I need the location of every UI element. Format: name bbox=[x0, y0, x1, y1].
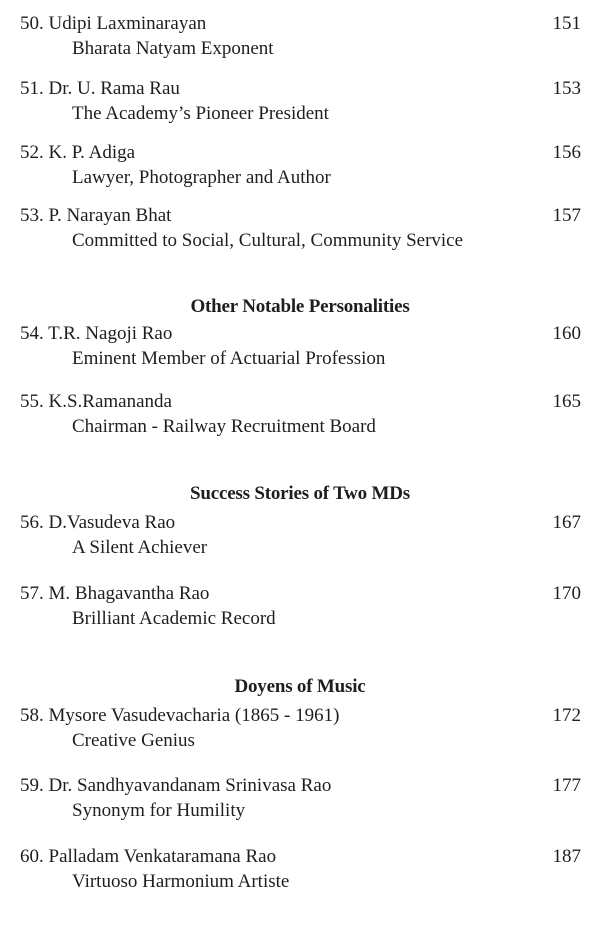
entry-number-title: 52. K. P. Adiga bbox=[20, 142, 136, 163]
entry-number-title: 51. Dr. U. Rama Rau bbox=[20, 78, 180, 99]
section-heading: Success Stories of Two MDs bbox=[190, 483, 410, 504]
entry-subtitle: Lawyer, Photographer and Author bbox=[72, 167, 331, 188]
toc-entry-51 bbox=[0, 78, 600, 130]
entry-number-title: 53. P. Narayan Bhat bbox=[20, 205, 172, 226]
entry-number-title: 54. T.R. Nagoji Rao bbox=[20, 323, 173, 344]
entry-number-title: 57. M. Bhagavantha Rao bbox=[20, 583, 210, 604]
entry-page-number: 165 bbox=[552, 391, 581, 412]
entry-number-title: 55. K.S.Ramananda bbox=[20, 391, 172, 412]
entry-subtitle: Committed to Social, Cultural, Community Service bbox=[72, 230, 464, 251]
entry-page-number: 156 bbox=[552, 142, 581, 163]
toc-entry-55 bbox=[0, 391, 600, 443]
toc-entry-56 bbox=[0, 512, 600, 564]
entry-subtitle: The Academy’s Pioneer President bbox=[72, 103, 329, 124]
toc-entry-54 bbox=[0, 323, 600, 375]
toc-entry-57 bbox=[0, 583, 600, 635]
entry-subtitle: Bharata Natyam Exponent bbox=[72, 38, 274, 59]
entry-number-title: 50. Udipi Laxminarayan bbox=[20, 13, 207, 34]
entry-page-number: 172 bbox=[552, 705, 581, 726]
entry-page-number: 160 bbox=[552, 323, 581, 344]
toc-entry-58 bbox=[0, 705, 600, 757]
section-heading: Other Notable Personalities bbox=[190, 296, 410, 317]
entry-number-title: 58. Mysore Vasudevacharia (1865 - 1961) bbox=[20, 705, 340, 726]
entry-page-number: 167 bbox=[552, 512, 581, 533]
toc-entry-50 bbox=[0, 13, 600, 65]
toc-entry-60 bbox=[0, 846, 600, 898]
entry-number-title: 56. D.Vasudeva Rao bbox=[20, 512, 176, 533]
section-heading: Doyens of Music bbox=[234, 676, 366, 697]
entry-page-number: 170 bbox=[552, 583, 581, 604]
entry-subtitle: Brilliant Academic Record bbox=[72, 608, 276, 629]
entry-page-number: 187 bbox=[552, 846, 581, 867]
entry-page-number: 153 bbox=[552, 78, 581, 99]
entry-subtitle: A Silent Achiever bbox=[72, 537, 208, 558]
entry-subtitle: Chairman - Railway Recruitment Board bbox=[72, 416, 376, 437]
entry-subtitle: Creative Genius bbox=[72, 730, 195, 751]
entry-subtitle: Synonym for Humility bbox=[72, 800, 246, 821]
entry-number-title: 59. Dr. Sandhyavandanam Srinivasa Rao bbox=[20, 775, 332, 796]
entry-page-number: 157 bbox=[552, 205, 581, 226]
entry-page-number: 177 bbox=[552, 775, 581, 796]
toc-entry-52 bbox=[0, 142, 600, 194]
toc-entry-53 bbox=[0, 205, 600, 257]
entry-number-title: 60. Palladam Venkataramana Rao bbox=[20, 846, 277, 867]
entry-subtitle: Eminent Member of Actuarial Profession bbox=[72, 348, 386, 369]
toc-entry-59 bbox=[0, 775, 600, 827]
entry-subtitle: Virtuoso Harmonium Artiste bbox=[72, 871, 290, 892]
entry-page-number: 151 bbox=[552, 13, 581, 34]
